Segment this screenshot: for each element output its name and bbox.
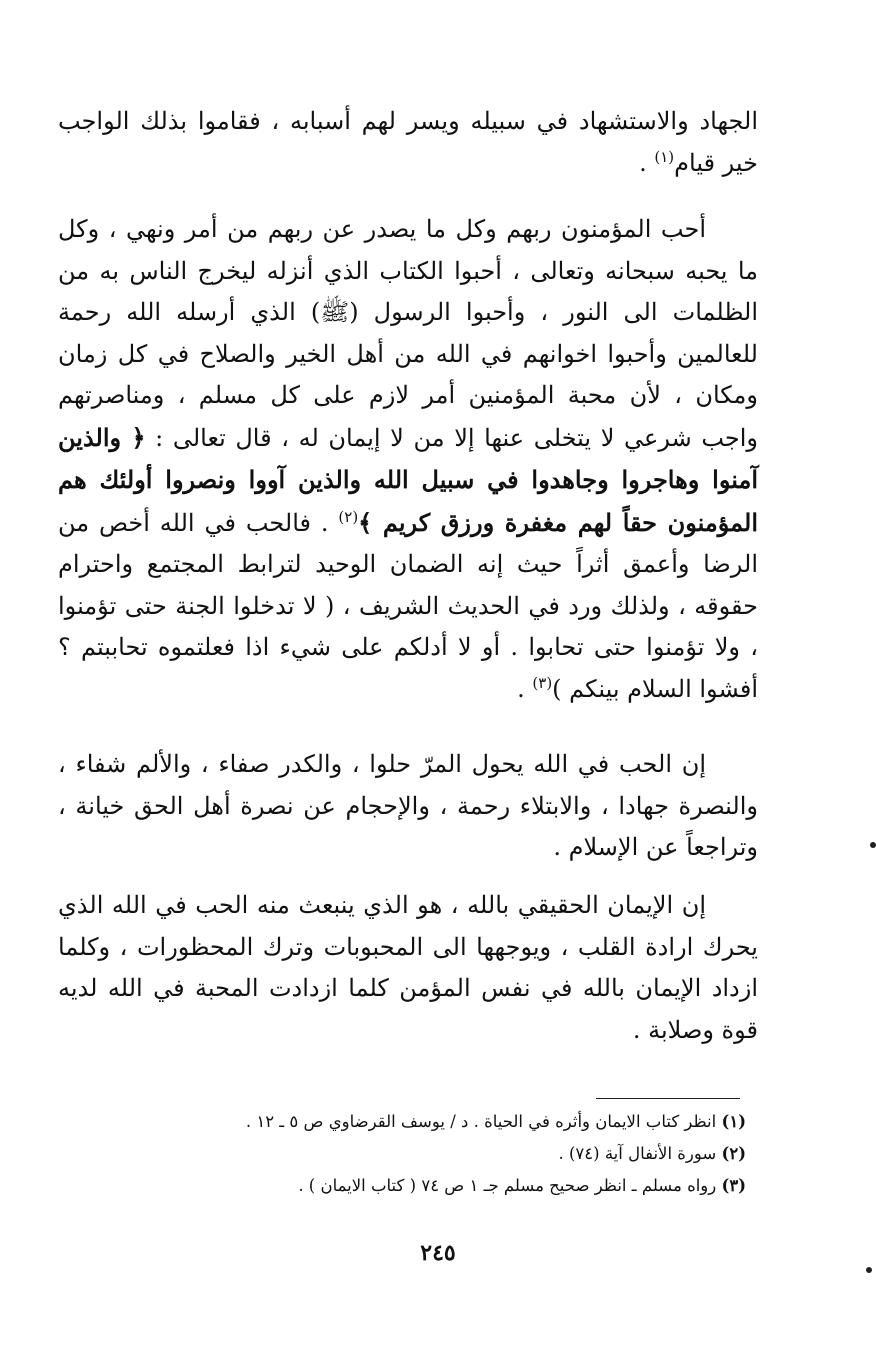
footnote-3-text: رواه مسلم ـ انظر صحيح مسلم جـ ١ ص ٧٤ ( كتاب الايمان ) . — [298, 1176, 717, 1195]
paragraph-1-text: الجهاد والاستشهاد في سبيله ويسر لهم أسبابه ، فقاموا بذلك الواجب خير قيام — [58, 107, 758, 177]
footnote-2-number: (٢) — [721, 1144, 746, 1163]
paragraph-2-part1: أحب المؤمنون ربهم وكل ما يصدر عن ربهم من أمر ونهي ، وكل ما يحبه سبحانه وتعالى ، أحبوا الكتاب الذي أنزله ليخرج الناس به من الظلمات الى النور ، وأحبوا الرسول (ﷺ) الذي أرسله الله رحمة للعالمين وأحبوا اخوانهم في الله من أهل الخير والصلاح في كل زمان ومكان ، لأن محبة المؤمنين أمر لازم على كل مسلم ، ومناصرتهم واجب شرعي لا يتخلى عنها إلا من لا إيمان له ، قال تعالى : — [58, 215, 758, 452]
footnote-2-text: سورة الأنفال آية (٧٤) . — [558, 1144, 717, 1163]
paragraph-2-part2: . فالحب في الله أخص من الرضا وأعمق أثراً حيث إنه الضمان الوحيد لترابط المجتمع واحترام حقوقه ، ولذلك ورد في الحديث الشريف ، ( لا تدخلوا الجنة حتى تؤمنوا ، ولا تؤمنوا حتى تحابوا . أو لا أدلكم على شيء اذا فعلتموه تحاببتم ؟ أفشوا السلام بينكم ) — [58, 508, 758, 703]
footnote-1-number: (١) — [721, 1112, 746, 1131]
footnotes — [120, 1106, 746, 1202]
paragraph-3 — [58, 744, 758, 869]
paragraph-4-text: إن الإيمان الحقيقي بالله ، هو الذي ينبعث منه الحب في الله الذي يحرك ارادة القلب ، ويوجهها الى المحبوبات وترك المحظورات ، وكلما ازداد الإيمان بالله في نفس المؤمن كلما ازدادت المحبة في الله لديه قوة وصلابة . — [58, 891, 758, 1044]
footnote-1-text: انظر كتاب الايمان وأثره في الحياة . د / يوسف القرضاوي ص ٥ ـ ١٢ . — [245, 1112, 717, 1131]
margin-mark — [870, 842, 876, 848]
paragraph-4 — [58, 885, 758, 1051]
page-number: ٢٤٥ — [420, 1240, 456, 1266]
footnote-ref-1: (١) — [654, 147, 675, 166]
margin-mark — [866, 1267, 872, 1273]
footnote-separator — [596, 1098, 740, 1099]
footnote-3-number: (٣) — [721, 1176, 746, 1195]
paragraph-1 — [58, 101, 758, 184]
footnote-3 — [120, 1170, 746, 1202]
paragraph-1-tail: . — [639, 148, 655, 177]
quran-verse: ﴿ والذين آمنوا وهاجروا وجاهدوا في سبيل الله والذين آووا ونصروا أولئك هم المؤمنون حقاً لهم مغفرة ورزق كريم ﴾ — [58, 422, 759, 537]
paragraph-3-text: إن الحب في الله يحول المرّ حلوا ، والكدر صفاء ، والألم شفاء ، والنصرة جهادا ، والابتلاء رحمة ، والإحجام عن نصرة أهل الحق خيانة ، وتراجعاً عن الإسلام . — [58, 750, 758, 861]
footnote-2 — [120, 1138, 746, 1170]
footnote-ref-2: (٢) — [338, 507, 359, 526]
footnote-ref-3: (٣) — [532, 673, 553, 692]
paragraph-2 — [58, 209, 758, 710]
paragraph-2-tail: . — [517, 674, 533, 703]
footnote-1 — [120, 1106, 746, 1138]
